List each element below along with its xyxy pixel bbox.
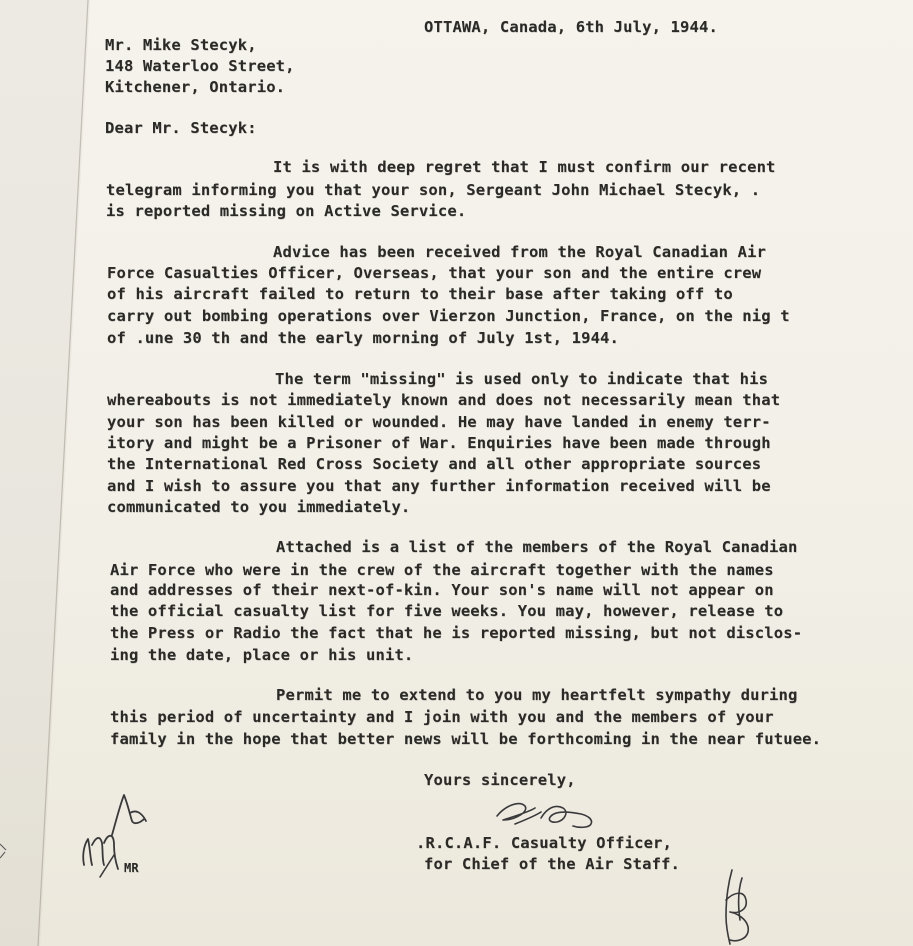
body-line: It is with deep regret that I must confirm our recent: [273, 158, 776, 176]
body-line: ing the date, place or his unit.: [110, 646, 414, 664]
salutation: Dear Mr. Stecyk:: [105, 119, 257, 137]
body-line: the official casualty list for five weeks. You may, however, release to: [110, 602, 784, 620]
body-line: and I wish to assure you that any further information received will be: [107, 477, 771, 495]
body-line: the Press or Radio the fact that he is reported missing, but not disclos-: [110, 624, 803, 642]
body-line: The term "missing" is used only to indicate that his: [275, 370, 769, 388]
handwritten-signature: [485, 790, 605, 835]
body-line: and addresses of their next-of-kin. Your son's name will not appear on: [110, 581, 774, 599]
body-line: family in the hope that better news will be forthcoming in the near futuee.: [110, 730, 822, 748]
body-line: the International Red Cross Society and all other appropriate sources: [107, 455, 762, 473]
body-line: Force Casualties Officer, Overseas, that your son and the entire crew: [107, 264, 762, 282]
body-line: telegram informing you that your son, Sergeant John Michael Stecyk, .: [106, 181, 761, 199]
body-line: Permit me to extend to you my heartfelt sympathy during: [276, 686, 798, 704]
handwritten-initials: [70, 785, 170, 885]
signature-title-line-1: .R.C.A.F. Casualty Officer,: [416, 834, 673, 852]
body-line: communicated to you immediately.: [107, 498, 411, 516]
handwritten-mark-bottom-right: [712, 860, 762, 946]
body-line: Advice has been received from the Royal Canadian Air: [273, 243, 767, 261]
signature-title-line-2: for Chief of the Air Staff.: [424, 855, 681, 873]
body-line: itory and might be a Prisoner of War. Enquiries have been made through: [107, 434, 771, 452]
recipient-street: 148 Waterloo Street,: [105, 57, 295, 75]
body-line: whereabouts is not immediately known and does not necessarily mean that: [107, 391, 781, 409]
closing: Yours sincerely,: [424, 771, 576, 789]
body-line: Attached is a list of the members of the Royal Canadian: [276, 538, 798, 556]
body-line: carry out bombing operations over Vierzon Junction, France, on the nig t: [107, 307, 790, 325]
recipient-name: Mr. Mike Stecyk,: [105, 36, 257, 54]
body-line: Air Force who were in the crew of the aircraft together with the names: [110, 561, 774, 579]
body-line: of .une 30 th and the early morning of July 1st, 1944.: [107, 329, 620, 347]
typist-initials: MR: [124, 861, 139, 875]
body-line: of his aircraft failed to return to their base after taking off to: [107, 285, 733, 303]
body-line: is reported missing on Active Service.: [106, 202, 467, 220]
body-line: this period of uncertainty and I join with you and the members of your: [110, 708, 774, 726]
dateline: OTTAWA, Canada, 6th July, 1944.: [424, 18, 718, 36]
recipient-city: Kitchener, Ontario.: [105, 78, 286, 96]
body-line: your son has been killed or wounded. He may have landed in enemy terr-: [107, 413, 771, 431]
